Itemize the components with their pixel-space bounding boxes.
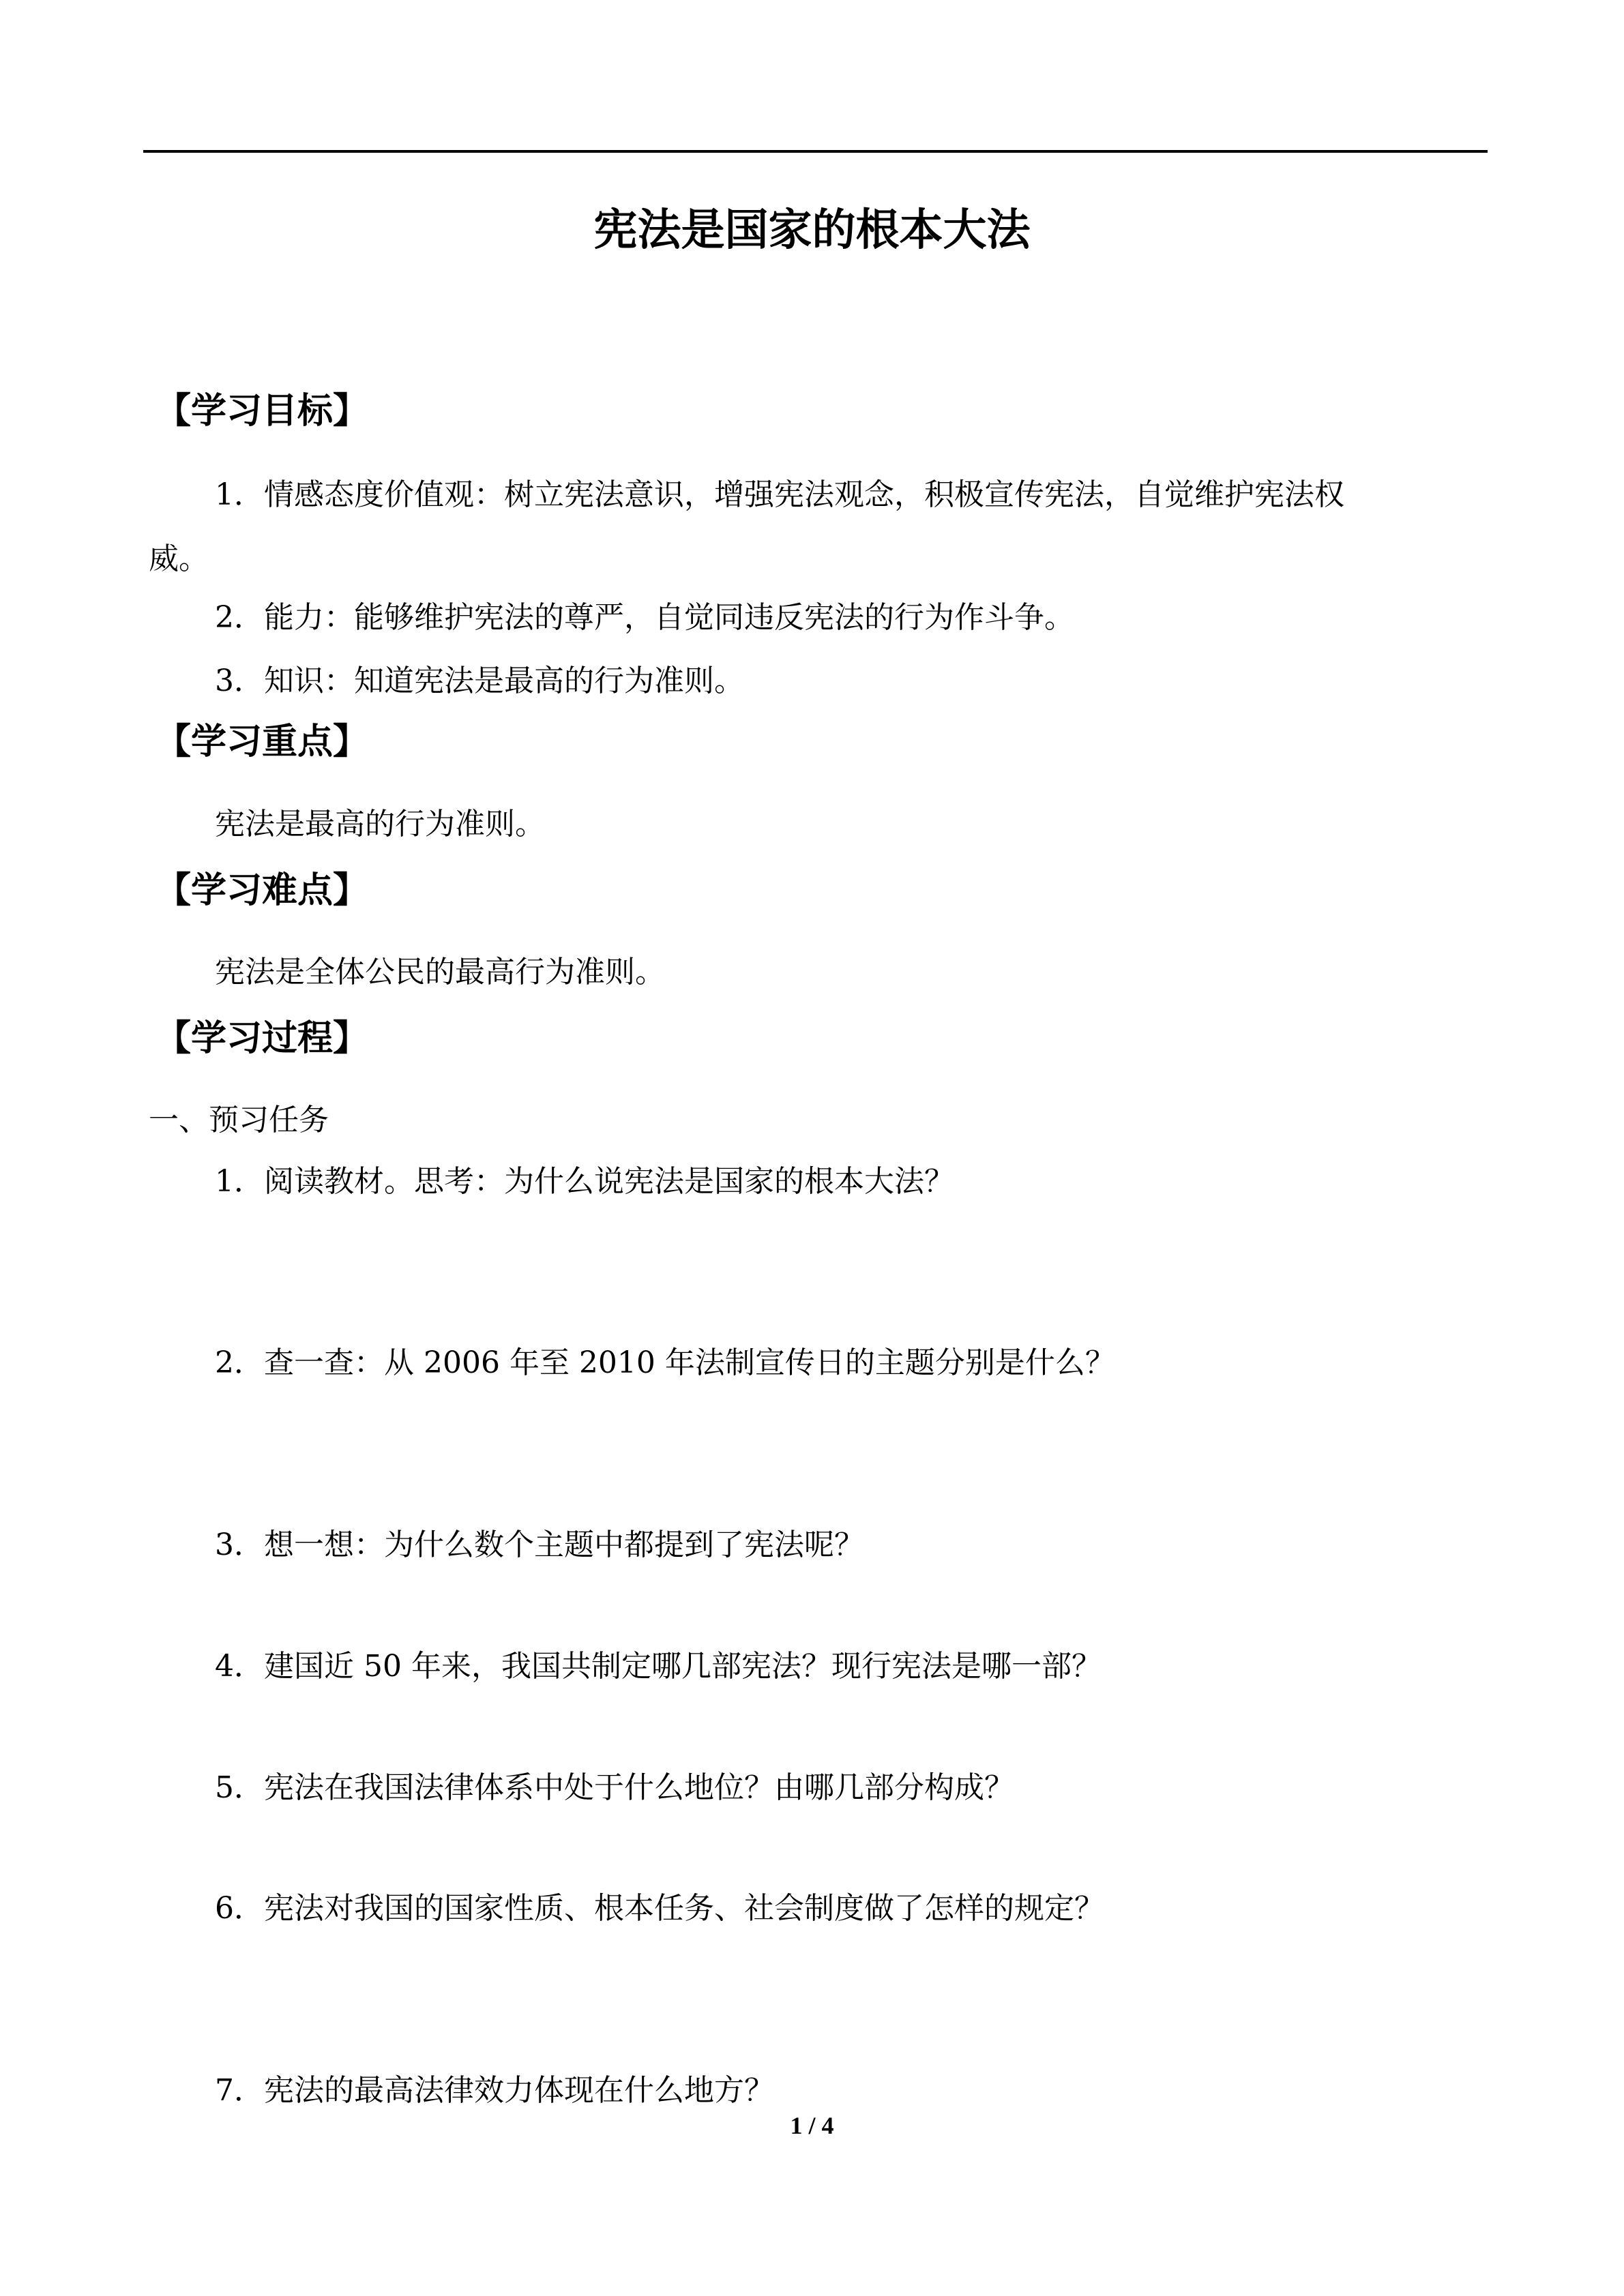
objectives-heading: 【学习目标】 [156, 391, 369, 432]
preview-heading: 一、预习任务 [149, 1103, 329, 1137]
task-7: 7．宪法的最高法律效力体现在什么地方？ [215, 2073, 774, 2108]
objective-2: 2．能力：能够维护宪法的尊严，自觉同违反宪法的行为作斗争。 [215, 600, 1074, 635]
key-text: 宪法是最高的行为准则。 [215, 807, 545, 841]
task-4: 4．建国近 50 年来，我国共制定哪几部宪法？现行宪法是哪一部？ [215, 1649, 1102, 1684]
task-5: 5．宪法在我国法律体系中处于什么地位？由哪几部分构成？ [215, 1770, 1014, 1805]
key-heading: 【学习重点】 [156, 721, 369, 762]
task-1: 1．阅读教材。思考：为什么说宪法是国家的根本大法？ [215, 1164, 954, 1199]
task-2: 2．查一查：从 2006 年至 2010 年法制宣传日的主题分别是什么？ [215, 1345, 1115, 1380]
task-3: 3．想一想：为什么数个主题中都提到了宪法呢？ [215, 1527, 864, 1562]
objective-1: 1．情感态度价值观：树立宪法意识，增强宪法观念，积极宣传宪法，自觉维护宪法权 [215, 477, 1344, 512]
header-rule [143, 150, 1488, 153]
task-6: 6．宪法对我国的国家性质、根本任务、社会制度做了怎样的规定？ [215, 1891, 1104, 1926]
difficulty-heading: 【学习难点】 [156, 870, 369, 911]
difficulty-text: 宪法是全体公民的最高行为准则。 [215, 955, 665, 989]
page-title: 宪法是国家的根本大法 [593, 205, 1031, 256]
objective-1-cont: 威。 [149, 541, 209, 576]
objective-3: 3．知识：知道宪法是最高的行为准则。 [215, 664, 744, 698]
process-heading: 【学习过程】 [156, 1018, 369, 1059]
page-number: 1 / 4 [790, 2112, 834, 2139]
